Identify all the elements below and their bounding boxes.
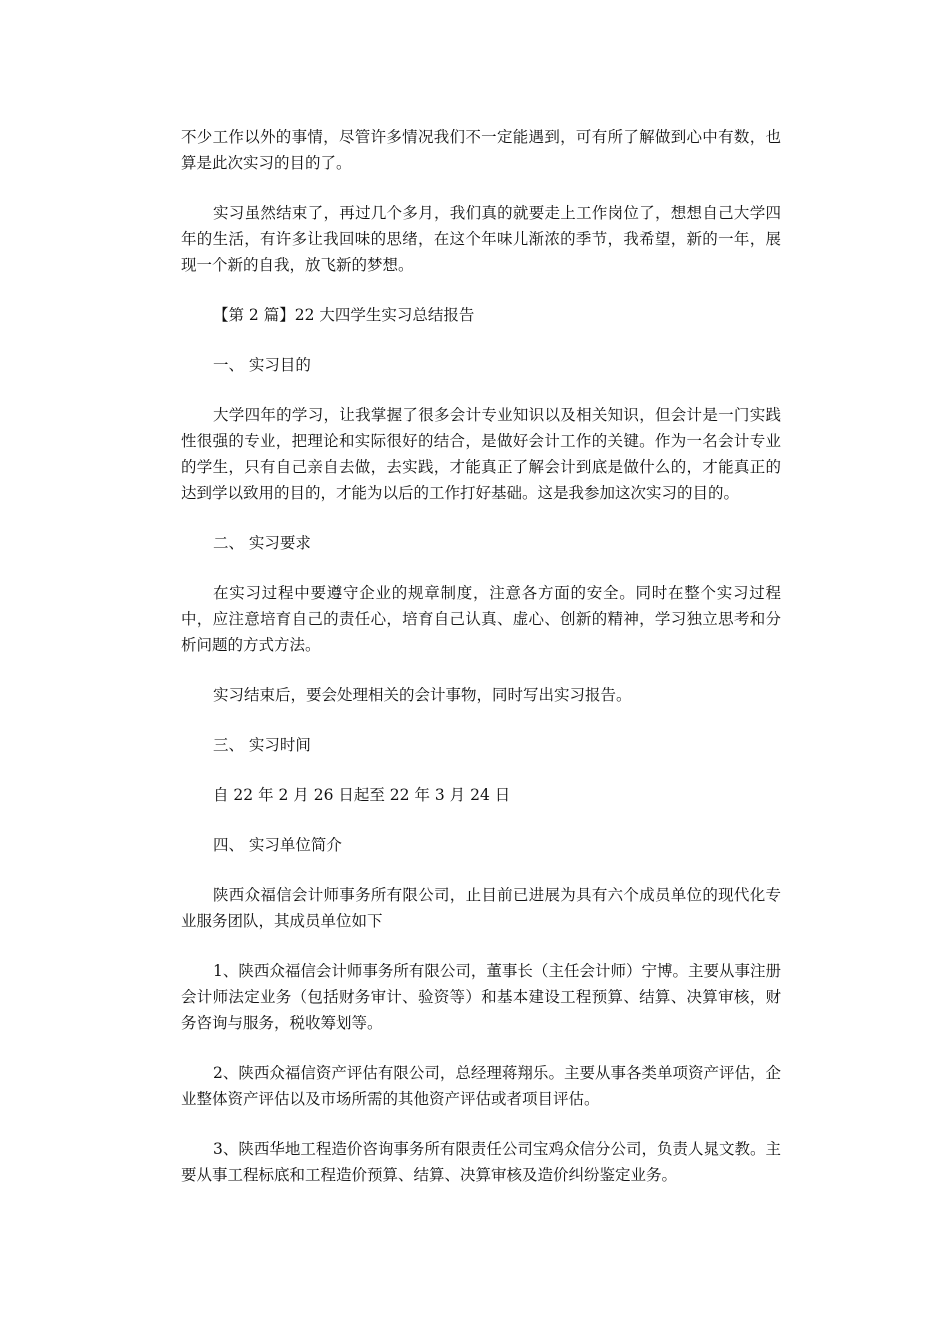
section-heading: 三、 实习时间	[213, 736, 311, 754]
section-heading: 一、 实习目的	[213, 356, 311, 374]
list-item: 1、陕西众福信会计师事务所有限公司，董事长（主任会计师）宁博。主要从事注册会计师法定业务（包括财务审计、验资等）和基本建设工程预算、结算、决算审核，财务咨询与服务，税收筹划等。	[181, 962, 781, 1032]
paragraph: 在实习过程中要遵守企业的规章制度，注意各方面的安全。同时在整个实习过程中，应注意培育自己的责任心，培育自己认真、虚心、创新的精神，学习独立思考和分析问题的方式方法。	[181, 584, 781, 654]
list-item: 2、陕西众福信资产评估有限公司，总经理蒋翔乐。主要从事各类单项资产评估，企业整体资产评估以及市场所需的其他资产评估或者项目评估。	[181, 1064, 781, 1108]
paragraph: 实习结束后，要会处理相关的会计事物，同时写出实习报告。	[213, 686, 632, 704]
paragraph: 实习虽然结束了，再过几个多月，我们真的就要走上工作岗位了，想想自己大学四年的生活，有许多让我回味的思绪，在这个年味儿渐浓的季节，我希望，新的一年，展现一个新的自我，放飞新的梦想。	[181, 204, 781, 274]
paragraph: 陕西众福信会计师事务所有限公司，止目前已进展为具有六个成员单位的现代化专业服务团队，其成员单位如下	[181, 886, 781, 930]
paragraph: 自 22 年 2 月 26 日起至 22 年 3 月 24 日	[213, 786, 511, 804]
section-heading: 二、 实习要求	[213, 534, 311, 552]
section-heading: 四、 实习单位简介	[213, 836, 342, 854]
list-item: 3、陕西华地工程造价咨询事务所有限责任公司宝鸡众信分公司，负责人晁文教。主要从事工程标底和工程造价预算、结算、决算审核及造价纠纷鉴定业务。	[181, 1140, 781, 1184]
article-title: 【第 2 篇】22 大四学生实习总结报告	[213, 306, 475, 324]
paragraph: 不少工作以外的事情，尽管许多情况我们不一定能遇到，可有所了解做到心中有数，也算是此次实习的目的了。	[181, 128, 781, 172]
document-body	[181, 124, 781, 1212]
paragraph: 大学四年的学习，让我掌握了很多会计专业知识以及相关知识，但会计是一门实践性很强的专业，把理论和实际很好的结合，是做好会计工作的关键。作为一名会计专业的学生，只有自己亲自去做，去实践，才能真正了解会计到底是做什么的，才能真正的达到学以致用的目的，才能为以后的工作打好基础。这是我参加这次实习的目的。	[181, 406, 781, 502]
